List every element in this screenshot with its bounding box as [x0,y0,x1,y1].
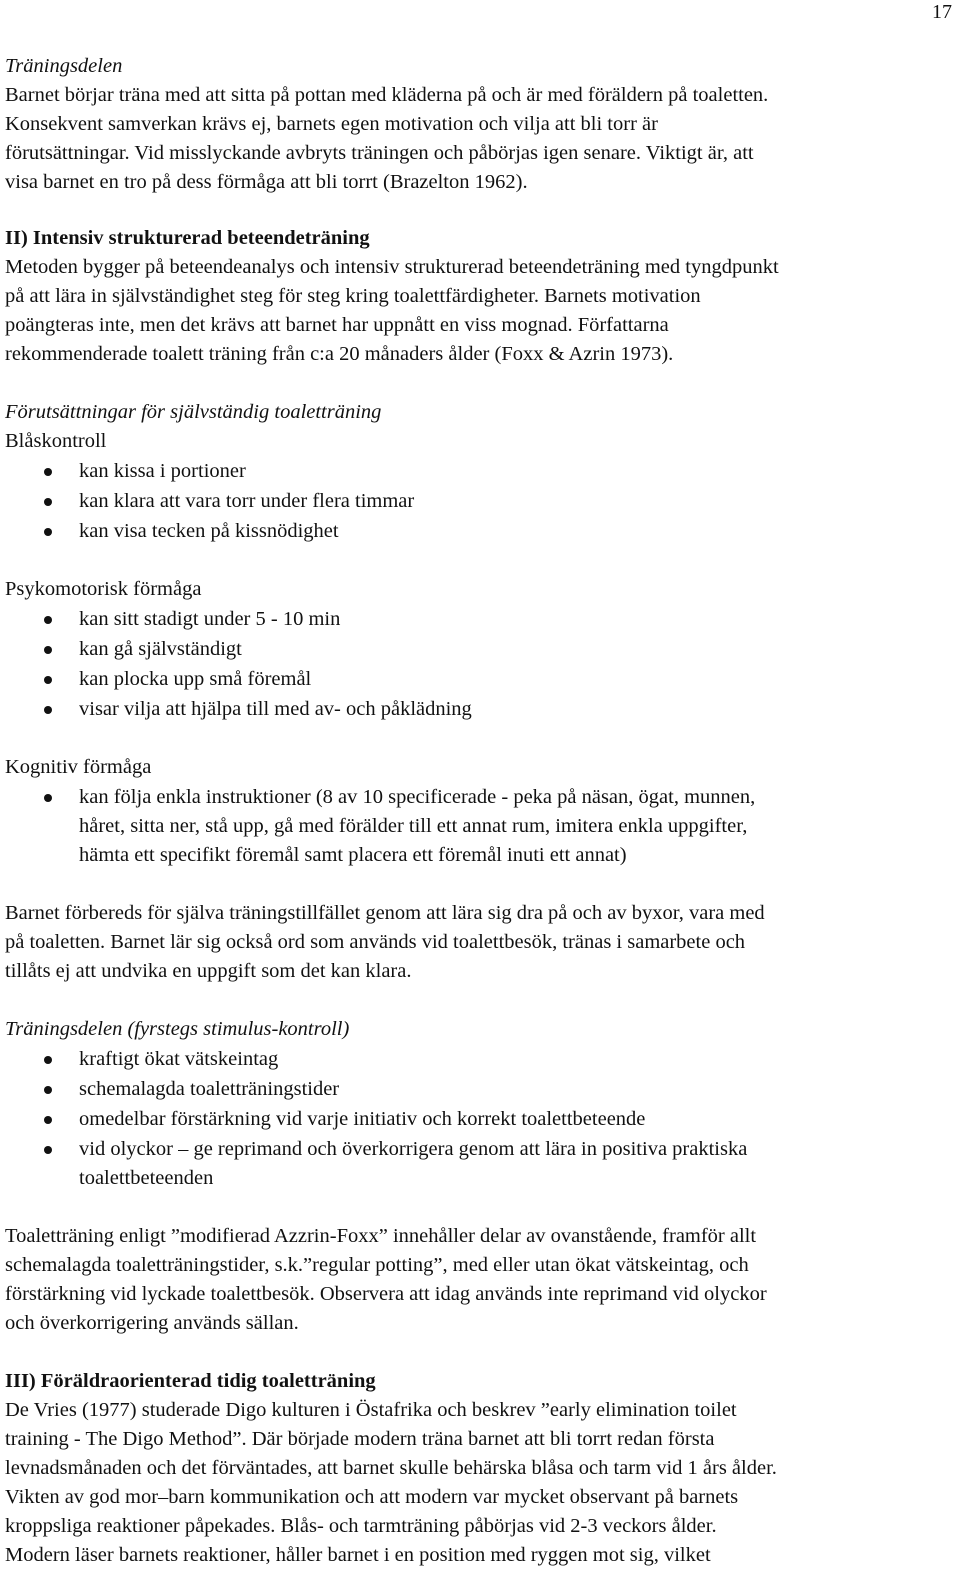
bullet-icon [44,646,52,654]
bullet-icon [44,1086,52,1094]
list-item [5,783,953,870]
bullet-list-kognitiv [5,783,953,870]
bullet-icon [44,498,52,506]
list-item-text: toalettbeteenden [79,1167,214,1189]
list-item [5,1045,953,1074]
list-item-text: kan visa tecken på kissnödighet [79,520,339,542]
bullet-icon [44,794,52,802]
list-item-text: kraftigt ökat vätskeintag [79,1048,279,1070]
heading-traningsdelen-fyrstegs: Träningsdelen (fyrstegs stimulus-kontroll) [5,1018,350,1040]
list-item-text: kan följa enkla instruktioner (8 av 10 specificerade - peka på näsan, ögat, munnen, [79,786,756,808]
bullet-icon [44,1056,52,1064]
bullet-icon [44,468,52,476]
list-item-text: kan kissa i portioner [79,460,246,482]
list-item [5,487,953,516]
text-line: Vikten av god mor–barn kommunikation och att modern var mycket observant på barnets [5,1486,739,1508]
list-item [5,635,953,664]
bullet-list-psykomotorisk [5,605,953,724]
bullet-icon [44,676,52,684]
list-item-text: kan plocka upp små föremål [79,668,312,690]
list-item [5,695,953,724]
heading-foraldraorienterad: III) Föräldraorienterad tidig toaletträning [5,1370,376,1392]
text-line: och överkorrigering används sällan. [5,1312,299,1334]
subheading-kognitiv: Kognitiv förmåga [5,756,152,778]
bullet-list-traningsdelen [5,1045,953,1193]
text-line: Toaletträning enligt ”modifierad Azzrin-Foxx” innehåller delar av ovanstående, framför allt [5,1225,757,1247]
text-line: levnadsmånaden och det förväntades, att barnet skulle behärska blåsa och tarm vid 1 års ålder. [5,1457,777,1479]
text-line: Metoden bygger på beteendeanalys och intensiv strukturerad beteendeträning med tyngdpunkt [5,256,779,278]
list-item [5,457,953,486]
text-line: De Vries (1977) studerade Digo kulturen i Östafrika och beskrev ”early elimination toilet [5,1399,737,1421]
list-item-text: visar vilja att hjälpa till med av- och påklädning [79,698,472,720]
text-line: kroppsliga reaktioner påpekades. Blås- och tarmträning påbörjas vid 2-3 veckors ålder. [5,1515,717,1537]
list-item [5,665,953,694]
subheading-psykomotorisk: Psykomotorisk förmåga [5,578,202,600]
text-line: förstärkning vid lyckade toalettbesök. Observera att idag används inte reprimand vid olyckor [5,1283,767,1305]
text-line: poängteras inte, men det krävs att barnet har uppnått en viss mognad. Författarna [5,314,669,336]
list-item [5,1075,953,1104]
list-item [5,517,953,546]
subheading-blaskontroll: Blåskontroll [5,430,107,452]
text-line: Barnet börjar träna med att sitta på pottan med kläderna på och är med föräldern på toaletten. [5,84,769,106]
list-item-text: schemalagda toaletträningstider [79,1078,340,1100]
text-line: på toaletten. Barnet lär sig också ord som används vid toalettbesök, tränas i samarbete och [5,931,746,953]
text-line: rekommenderade toalett träning från c:a 20 månaders ålder (Foxx & Azrin 1973). [5,343,674,365]
heading-traningsdelen: Träningsdelen [5,55,123,77]
bullet-list-blaskontroll [5,457,953,546]
list-item-text: håret, sitta ner, stå upp, gå med förälder till ett annat rum, imitera enkla uppgifter, [79,815,748,837]
bullet-icon [44,1116,52,1124]
text-line: Konsekvent samverkan krävs ej, barnets egen motivation och vilja att bli torr är [5,113,658,135]
text-line: schemalagda toaletträningstider, s.k.”regular potting”, med eller utan ökat vätskeintag, och [5,1254,749,1276]
list-item-text: kan klara att vara torr under flera timmar [79,490,415,512]
text-line: Barnet förbereds för själva träningstillfället genom att lära sig dra på och av byxor, vara med [5,902,765,924]
list-item-text: hämta ett specifikt föremål samt placera ett föremål inuti ett annat) [79,844,627,866]
list-item [5,1135,953,1193]
heading-intensiv-strukturerad: II) Intensiv strukturerad beteendeträning [5,227,370,249]
text-line: förutsättningar. Vid misslyckande avbryts träningen och påbörjas igen senare. Viktigt är, att [5,142,754,164]
bullet-icon [44,616,52,624]
list-item-text: vid olyckor – ge reprimand och överkorrigera genom att lära in positiva praktiska [79,1138,748,1160]
text-line: visa barnet en tro på dess förmåga att bli torrt (Brazelton 1962). [5,171,528,193]
list-item [5,1105,953,1134]
list-item-text: kan sitt stadigt under 5 - 10 min [79,608,341,630]
list-item [5,605,953,634]
document-body [5,52,953,1570]
page-number: 17 [932,1,952,23]
list-item-text: omedelbar förstärkning vid varje initiativ och korrekt toalettbeteende [79,1108,646,1130]
text-line: training - The Digo Method”. Där började modern träna barnet att bli torrt redan första [5,1428,715,1450]
bullet-icon [44,1146,52,1154]
text-line: på att lära in självständighet steg för steg kring toalettfärdigheter. Barnets motivation [5,285,701,307]
text-line: tillåts ej att undvika en uppgift som det kan klara. [5,960,412,982]
list-item-text: kan gå självständigt [79,638,242,660]
bullet-icon [44,706,52,714]
text-line: Modern läser barnets reaktioner, håller barnet i en position med ryggen mot sig, vilket [5,1544,711,1566]
heading-forutsattningar: Förutsättningar för självständig toaletträning [5,401,382,423]
bullet-icon [44,528,52,536]
